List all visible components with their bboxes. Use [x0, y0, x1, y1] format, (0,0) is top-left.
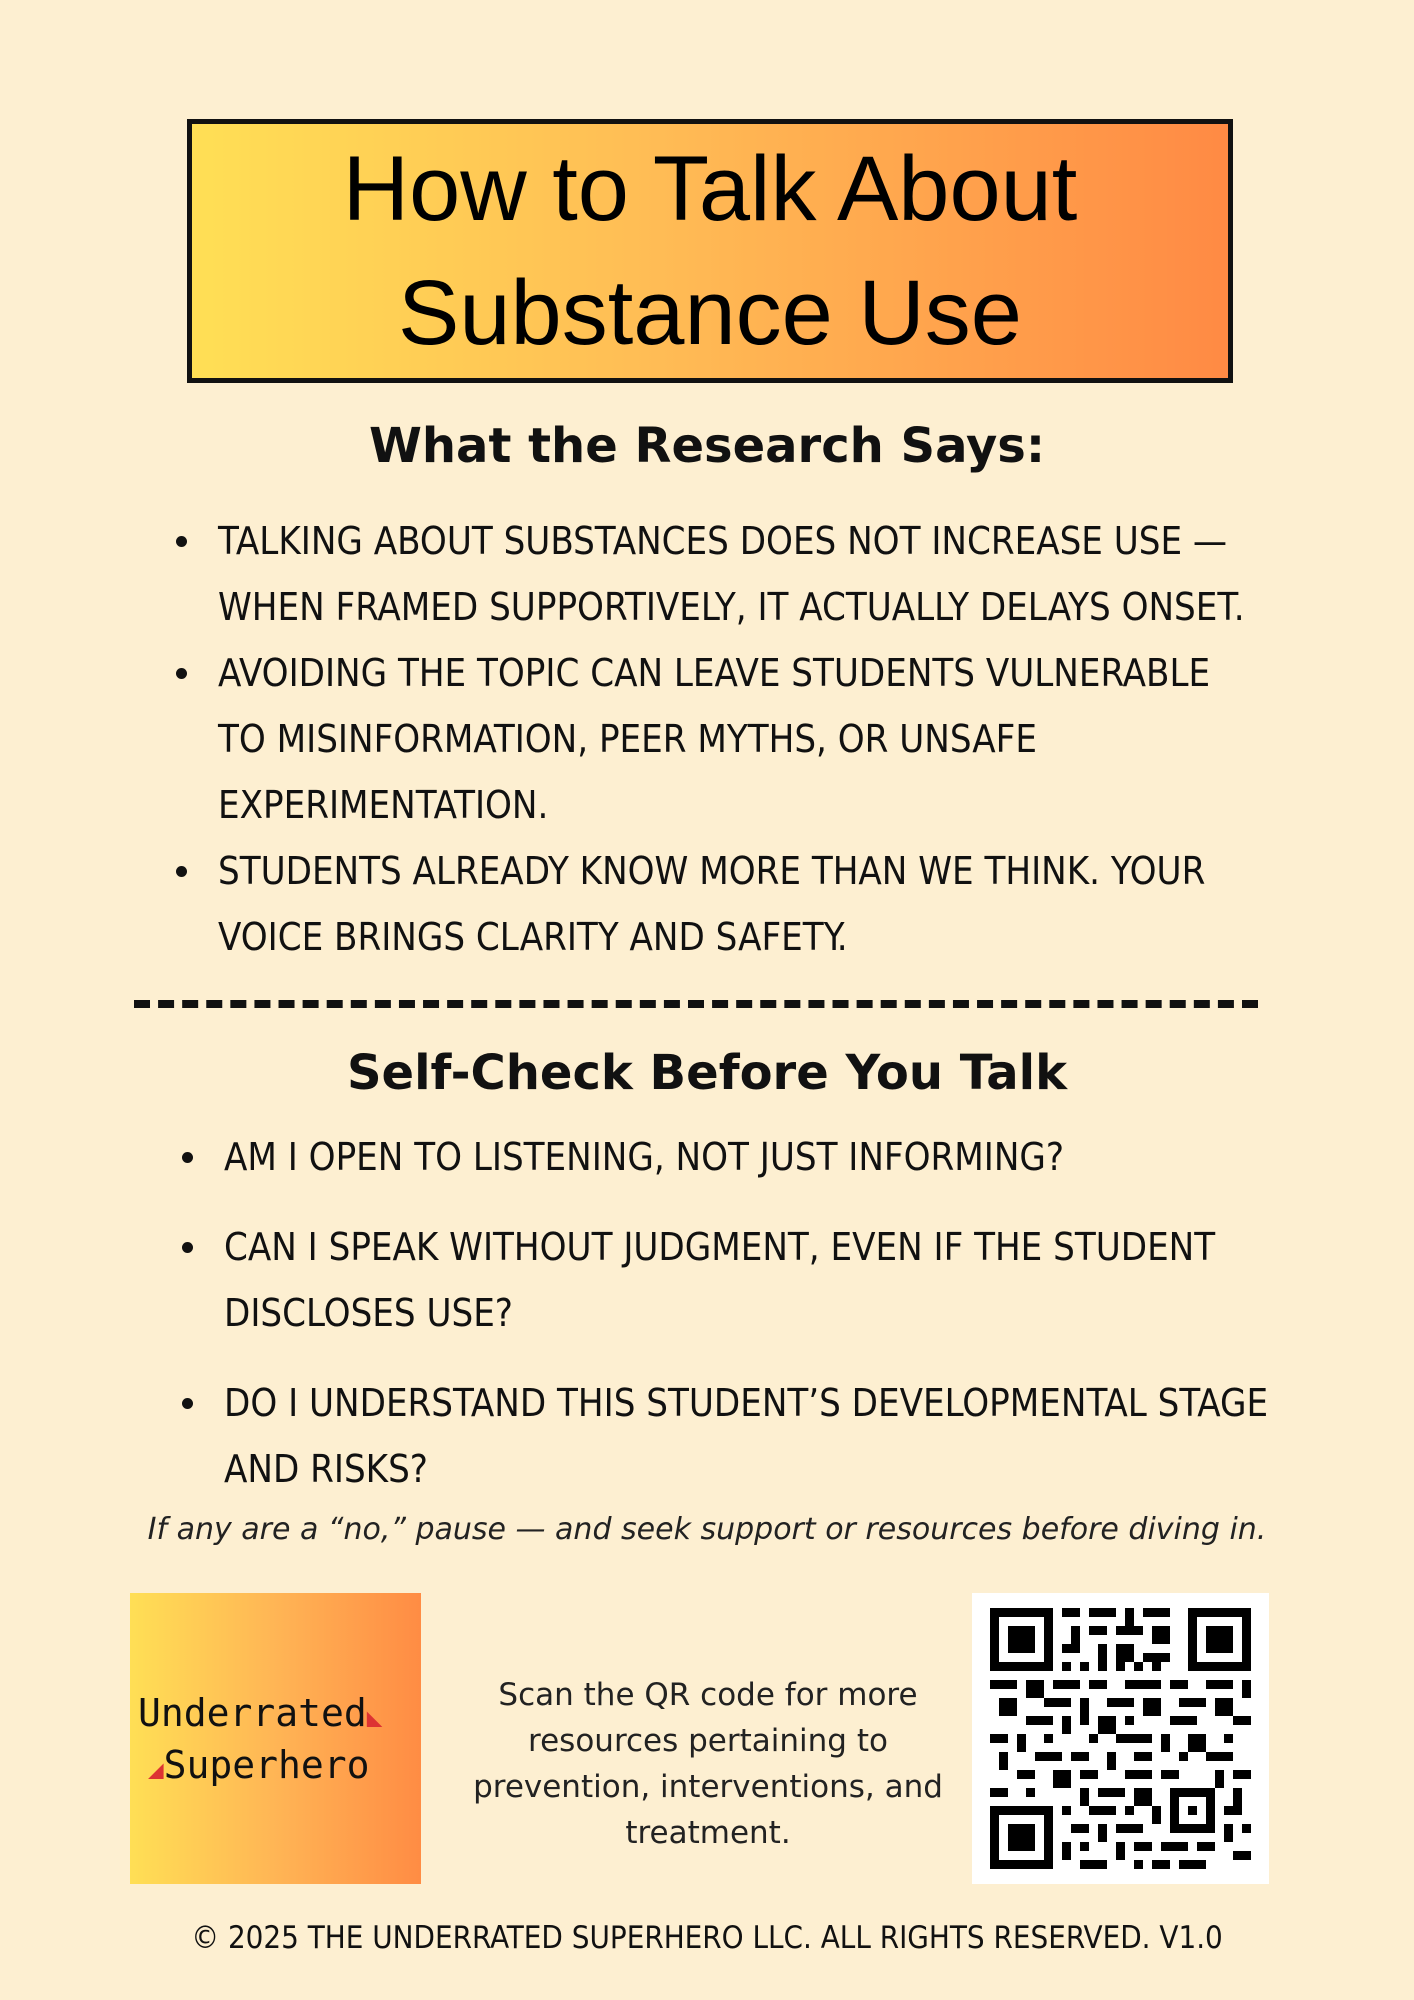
logo-text-line-1: Underrated	[138, 1690, 367, 1735]
qr-caption: Scan the QR code for more resources pertaining to prevention, interventions, and treatment.	[473, 1677, 943, 1851]
title-line-2: Substance Use	[398, 262, 1022, 364]
self-check-item: AM I OPEN TO LISTENING, NOT JUST INFORMING?	[182, 1124, 1272, 1190]
qr-code-icon	[990, 1608, 1251, 1869]
brand-logo	[130, 1593, 421, 1884]
title-line-1: How to Talk About	[342, 138, 1078, 240]
research-list	[176, 508, 1266, 970]
self-check-note: If any are a “no,” pause — and seek support or resources before diving in.	[147, 1512, 1267, 1547]
section-divider	[134, 1000, 1258, 1008]
self-check-item: DO I UNDERSTAND THIS STUDENT’S DEVELOPMENTAL STAGE AND RISKS?	[182, 1370, 1272, 1502]
research-item: STUDENTS ALREADY KNOW MORE THAN WE THINK. YOUR VOICE BRINGS CLARITY AND SAFETY.	[176, 838, 1266, 970]
logo-text-line-2: Superhero	[163, 1742, 370, 1787]
copyright-footer: © 2025 THE UNDERRATED SUPERHERO LLC. ALL RIGHTS RESERVED. V1.0	[191, 1920, 1223, 1956]
self-check-heading: Self-Check Before You Talk	[346, 1045, 1068, 1101]
title-banner	[187, 119, 1233, 383]
self-check-item: CAN I SPEAK WITHOUT JUDGMENT, EVEN IF THE STUDENT DISCLOSES USE?	[182, 1214, 1272, 1346]
cape-icon: ◣	[366, 1702, 383, 1733]
qr-code[interactable]	[972, 1593, 1269, 1884]
self-check-list	[182, 1124, 1272, 1526]
research-item: AVOIDING THE TOPIC CAN LEAVE STUDENTS VULNERABLE TO MISINFORMATION, PEER MYTHS, OR UNSAFE EXPERIMENTATION.	[176, 640, 1266, 838]
research-item: TALKING ABOUT SUBSTANCES DOES NOT INCREASE USE — WHEN FRAMED SUPPORTIVELY, IT ACTUALLY DELAYS ONSET.	[176, 508, 1266, 640]
cape-icon: ◢	[148, 1754, 164, 1785]
research-heading: What the Research Says:	[368, 418, 1046, 474]
